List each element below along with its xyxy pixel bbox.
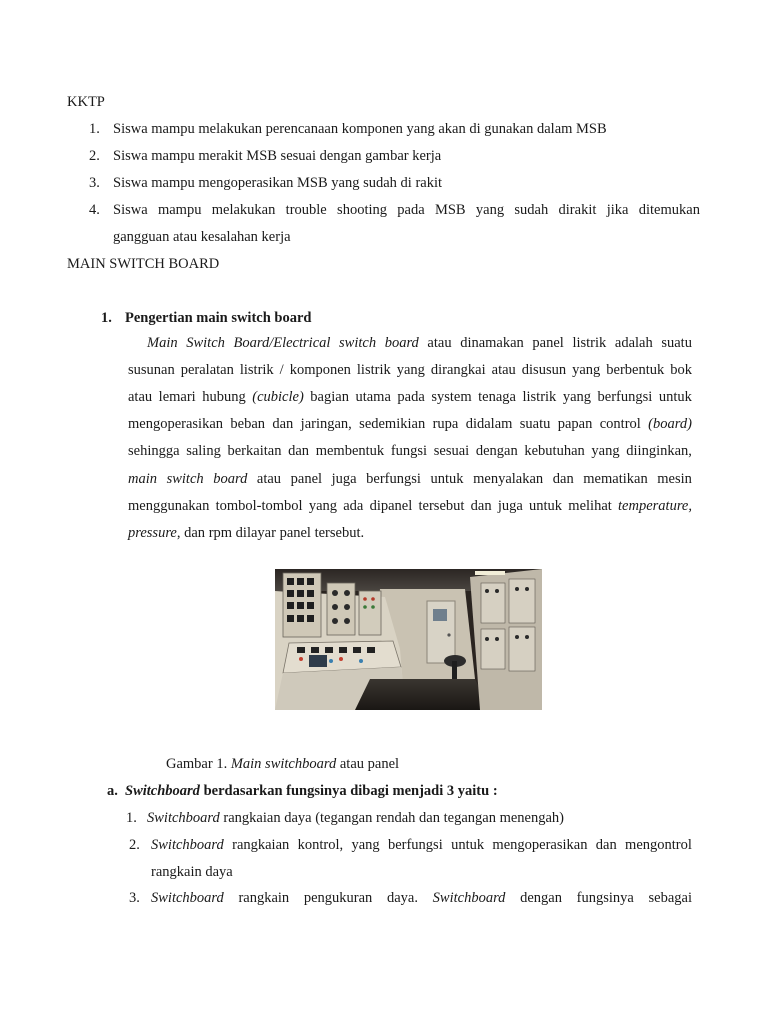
paragraph-word: pada — [397, 389, 425, 406]
paragraph-word: fungsi — [390, 443, 428, 460]
sub-a-item-1-text — [147, 810, 564, 827]
sub-a-item-1-italic: Switchboard — [147, 810, 220, 826]
paragraph-word: dan — [470, 497, 492, 514]
subheading-1-number: 1. — [101, 310, 112, 326]
paragraph-word: disusun — [521, 362, 567, 379]
paragraph-word: membentuk — [315, 443, 385, 460]
paragraph-line — [128, 525, 364, 542]
kktp-item-4-word: jika — [606, 202, 629, 218]
sub-a-item-3-word: sebagai — [648, 890, 692, 906]
paragraph-word: Switch — [186, 335, 225, 351]
sub-a-item-2-word: untuk — [451, 837, 485, 853]
sub-a-item-3-word: daya. — [386, 890, 418, 906]
paragraph-word: tersebut — [418, 497, 465, 514]
kktp-item-2-text: Siswa mampu merakit MSB sesuai dengan gambar kerja — [113, 148, 442, 164]
paragraph-word: rupa — [432, 416, 459, 433]
paragraph-word: juga — [497, 497, 523, 514]
paragraph-word: (board) — [648, 416, 692, 433]
kktp-item-4-word: ditemukan — [638, 202, 700, 218]
paragraph-word: board — [213, 470, 248, 487]
paragraph-word: rpm — [208, 524, 233, 541]
paragraph-word: didalam — [465, 416, 513, 433]
sub-a-item-2-word: yang — [351, 837, 380, 853]
paragraph-word: mengoperasikan — [128, 416, 224, 433]
paragraph-word: untuk — [658, 389, 692, 406]
sub-a-item-3-word: Switchboard — [151, 890, 224, 906]
sub-a-item-2-word: mengontrol — [625, 837, 692, 853]
sub-a-item-1-rest: rangkaian daya (tegangan rendah dan tegangan menengah) — [219, 810, 564, 826]
kktp-item-4-word: pada — [397, 202, 425, 218]
sub-a-item-2-word: kontrol, — [297, 837, 344, 853]
paragraph-word: listrik — [572, 335, 607, 351]
paragraph-word: panel — [290, 470, 323, 487]
kktp-item-4-word: melakukan — [211, 202, 276, 218]
paragraph-line — [128, 471, 692, 488]
paragraph-word: juga — [331, 470, 357, 487]
paragraph-word: dan — [552, 470, 574, 487]
paragraph-word: untuk — [430, 470, 464, 487]
paragraph-word: ada — [343, 497, 364, 514]
paragraph-word: yang — [396, 362, 425, 379]
kktp-item-1-text: Siswa mampu melakukan perencanaan komponen yang akan di gunakan dalam MSB — [113, 121, 607, 137]
paragraph-word: berbentuk — [606, 362, 665, 379]
sub-a-item-3-word: Switchboard — [432, 890, 506, 906]
paragraph-word: temperature, — [618, 497, 692, 514]
sub-a-item-1-number: 1. — [126, 810, 137, 826]
sub-a-item-2-word: dan — [595, 837, 617, 853]
kktp-item-3-number: 3. — [89, 175, 100, 191]
paragraph-word: lemari — [158, 389, 196, 406]
paragraph-word: dan — [272, 416, 294, 433]
paragraph-word: dilayar — [235, 524, 276, 541]
kktp-item-2-number: 2. — [89, 148, 100, 164]
sub-a-item-3-word: pengukuran — [303, 890, 373, 906]
paragraph-word: menyalakan — [473, 470, 544, 487]
subheading-a-italic: Switchboard — [125, 783, 200, 799]
paragraph-word: dengan — [475, 443, 518, 460]
paragraph-word: yang — [562, 389, 592, 406]
paragraph-word: kebutuhan — [524, 443, 585, 460]
paragraph-word: jaringan, — [300, 416, 352, 433]
sub-a-item-2-word: berfungsi — [387, 837, 443, 853]
paragraph-word: untuk — [529, 497, 563, 514]
kktp-item-4-word: mampu — [157, 202, 202, 218]
sub-a-item-3-text — [151, 890, 692, 907]
paragraph-word: yang — [572, 362, 601, 379]
subheading-a-title — [125, 783, 498, 800]
paragraph-word: komponen — [289, 362, 351, 379]
paragraph-word: dirangkai — [430, 362, 486, 379]
sub-a-item-2-word: Switchboard — [151, 837, 224, 853]
paragraph-word: tombol-tombol — [215, 497, 303, 514]
paragraph-word: atau — [491, 362, 516, 379]
kktp-item-3-text: Siswa mampu mengoperasikan MSB yang sudah di rakit — [113, 175, 443, 191]
paragraph-word: / — [279, 362, 284, 379]
paragraph-word: sedemikian — [359, 416, 426, 433]
paragraph-word: diinginkan, — [626, 443, 692, 460]
paragraph-word: tersebut. — [314, 524, 365, 541]
paragraph-word: dinamakan — [460, 335, 524, 351]
section-title: MAIN SWITCH BOARD — [67, 256, 220, 272]
paragraph-word: melihat — [568, 497, 612, 514]
paragraph-word: peralatan — [180, 362, 234, 379]
paragraph-word: bok — [670, 362, 692, 379]
sub-a-item-3-word: fungsinya — [576, 890, 634, 906]
paragraph-word: atau — [256, 470, 282, 487]
paragraph-word: system — [431, 389, 472, 406]
subheading-1-title: Pengertian main switch board — [125, 310, 312, 326]
paragraph-word: (cubicle) — [252, 389, 304, 406]
paragraph-word: switch — [339, 335, 377, 351]
paragraph-line — [128, 389, 692, 406]
paragraph-word: main — [128, 470, 157, 487]
paragraph-word: panel — [532, 335, 564, 351]
paragraph-word: adalah — [614, 335, 653, 351]
paragraph-word: berfungsi — [597, 389, 653, 406]
paragraph-word: papan — [557, 416, 593, 433]
paragraph-word: utama — [355, 389, 391, 406]
paragraph-word: menggunakan — [128, 497, 210, 514]
subheading-a-letter: a. — [107, 783, 118, 799]
kktp-item-4-word: sudah — [514, 202, 549, 218]
paragraph-word: dan — [288, 443, 310, 460]
paragraph-word: pressure, — [128, 524, 181, 541]
paragraph-word: sehingga — [128, 443, 180, 460]
paragraph-line — [128, 362, 692, 379]
paragraph-word: control — [599, 416, 641, 433]
sub-a-item-3-number: 3. — [129, 890, 140, 906]
paragraph-word: listrik — [522, 389, 557, 406]
paragraph-word: beban — [230, 416, 266, 433]
paragraph-word: board — [384, 335, 419, 351]
kktp-item-4-number: 4. — [89, 202, 100, 218]
paragraph-word: saling — [186, 443, 221, 460]
kktp-item-4-word: yang — [475, 202, 505, 218]
kktp-item-4-text — [113, 202, 700, 219]
paragraph-word: Board/Electrical — [233, 335, 331, 351]
switchboard-photo — [275, 569, 542, 710]
paragraph-word: hubung — [202, 389, 246, 406]
paragraph-word: mesin — [657, 470, 692, 487]
paragraph-word: Main — [147, 335, 178, 351]
paragraph-word: yang — [308, 497, 337, 514]
paragraph-word: yang — [591, 443, 620, 460]
paragraph-line — [147, 335, 692, 352]
kktp-item-4-word: MSB — [434, 202, 466, 218]
paragraph-word: atau — [128, 389, 153, 406]
paragraph-word: bagian — [310, 389, 349, 406]
kktp-item-4-continuation: gangguan atau kesalahan kerja — [113, 229, 291, 245]
kktp-item-1-number: 1. — [89, 121, 100, 137]
paragraph-word: mematikan — [583, 470, 648, 487]
sub-a-item-2-continuation: rangkain daya — [151, 864, 233, 880]
sub-a-item-2-text — [151, 837, 692, 854]
paragraph-word: suatu — [661, 335, 692, 351]
sub-a-item-2-number: 2. — [129, 837, 140, 853]
paragraph-word: listrik — [356, 362, 391, 379]
paragraph-word: berfungsi — [366, 470, 421, 487]
figure-caption — [166, 756, 399, 773]
paragraph-line — [128, 443, 692, 460]
kktp-item-4-word: shooting — [337, 202, 387, 218]
sub-a-item-3-word: dengan — [520, 890, 562, 906]
paragraph-word: suatu — [519, 416, 551, 433]
paragraph-word: switch — [166, 470, 204, 487]
kktp-item-4-word: dirakit — [558, 202, 597, 218]
sub-a-item-2-word: mengoperasikan — [492, 837, 588, 853]
paragraph-word: berkaitan — [227, 443, 282, 460]
paragraph-word: tenaga — [478, 389, 516, 406]
paragraph-word: listrik — [239, 362, 274, 379]
subheading-a-rest: berdasarkan fungsinya dibagi menjadi 3 yaitu : — [199, 783, 498, 799]
kktp-item-4-word: trouble — [285, 202, 327, 218]
paragraph-word: atau — [427, 335, 452, 351]
caption-prefix: Gambar 1. — [166, 756, 231, 772]
paragraph-line — [128, 498, 692, 515]
caption-italic: Main switchboard — [230, 756, 337, 772]
paragraph-word: susunan — [128, 362, 175, 379]
kktp-item-4-word: Siswa — [113, 202, 148, 218]
sub-a-item-3-word: rangkain — [238, 890, 290, 906]
paragraph-line — [128, 416, 692, 433]
paragraph-word: sesuai — [433, 443, 470, 460]
sub-a-item-2-word: rangkaian — [232, 837, 290, 853]
kktp-heading: KKTP — [67, 94, 105, 110]
paragraph-word: dan — [184, 524, 206, 541]
caption-suffix: atau panel — [336, 756, 400, 772]
paragraph-word: panel — [279, 524, 311, 541]
paragraph-word: dipanel — [369, 497, 413, 514]
